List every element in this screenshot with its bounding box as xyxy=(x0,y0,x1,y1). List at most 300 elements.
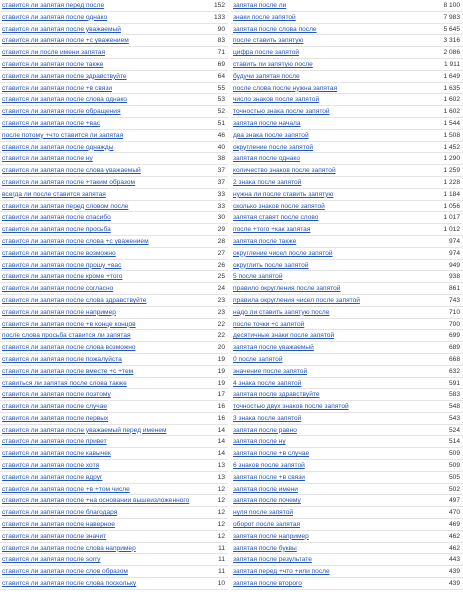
keyword-link[interactable]: надо ли ставить запятую после xyxy=(231,306,428,318)
table-row xyxy=(0,495,228,507)
keyword-count: 699 xyxy=(428,330,463,342)
keyword-link[interactable]: ставится ли запятая после поэтому xyxy=(0,389,197,401)
table-row xyxy=(0,259,228,271)
keyword-count: 13 xyxy=(197,471,228,483)
table-row xyxy=(0,176,228,188)
keyword-count: 12 xyxy=(197,519,228,531)
table-row xyxy=(231,330,463,342)
table-row xyxy=(0,424,228,436)
keyword-count: 710 xyxy=(428,306,463,318)
table-row xyxy=(0,106,228,118)
keyword-link[interactable]: ставится ли запятая после слова например xyxy=(0,542,197,554)
keyword-count: 439 xyxy=(428,566,463,578)
keyword-count: 668 xyxy=(428,353,463,365)
keyword-count: 1 056 xyxy=(428,200,463,212)
keyword-count: 14 xyxy=(197,424,228,436)
keyword-link[interactable]: запятая после начала xyxy=(231,117,428,129)
table-row xyxy=(231,471,463,483)
keyword-count: 20 xyxy=(197,342,228,354)
table-row xyxy=(231,342,463,354)
keyword-count: 19 xyxy=(197,353,228,365)
keyword-count: 12 xyxy=(197,530,228,542)
keyword-link[interactable]: запятая после ну xyxy=(231,436,428,448)
keyword-count: 17 xyxy=(197,389,228,401)
table-row xyxy=(0,353,228,365)
keyword-link[interactable]: ставится ли запятая после однако xyxy=(0,11,197,23)
keyword-count: 46 xyxy=(197,129,228,141)
table-row xyxy=(0,578,228,590)
keyword-count: 22 xyxy=(197,330,228,342)
keyword-count: 22 xyxy=(197,318,228,330)
table-row xyxy=(0,483,228,495)
table-row xyxy=(231,129,463,141)
keyword-link[interactable]: ставится ли запятая после уважаемый xyxy=(0,23,197,35)
table-row xyxy=(0,141,228,153)
keyword-count: 2 086 xyxy=(428,47,463,59)
keyword-link[interactable]: 3 знака после запятой xyxy=(231,412,428,424)
table-row xyxy=(0,412,228,424)
keyword-link[interactable]: ставится ли запятая после +на основании вышеизложенного xyxy=(0,495,197,507)
keyword-count: 470 xyxy=(428,507,463,519)
keyword-count: 37 xyxy=(197,176,228,188)
table-row xyxy=(231,507,463,519)
table-row xyxy=(231,165,463,177)
keyword-count: 1 017 xyxy=(428,212,463,224)
keyword-link[interactable]: ставится ли запятая перед словом после xyxy=(0,200,197,212)
keyword-count: 83 xyxy=(197,35,228,47)
keyword-count: 497 xyxy=(428,495,463,507)
table-row xyxy=(0,188,228,200)
keyword-link[interactable]: запятая после почему xyxy=(231,495,428,507)
table-row xyxy=(0,448,228,460)
keyword-link[interactable]: сколько знаков после запятой xyxy=(231,200,428,212)
keyword-count: 12 xyxy=(197,495,228,507)
keyword-link[interactable]: запятая после также xyxy=(231,235,428,247)
table-row xyxy=(231,566,463,578)
table-row xyxy=(231,224,463,236)
keyword-link[interactable]: ставится ли запятая перед после xyxy=(0,0,197,11)
keyword-link[interactable]: округление после запятой xyxy=(231,141,428,153)
keyword-link[interactable]: два знака после запятой xyxy=(231,129,428,141)
keyword-count: 591 xyxy=(428,377,463,389)
keyword-link[interactable]: десятичные знаки после запятой xyxy=(231,330,428,342)
keyword-link[interactable]: ставится ли запятая после слова однако xyxy=(0,94,197,106)
table-row xyxy=(0,507,228,519)
keyword-count: 12 xyxy=(197,483,228,495)
keyword-link[interactable]: запятая после +в случае xyxy=(231,448,428,460)
table-row xyxy=(231,11,463,23)
keyword-link[interactable]: запятая после равно xyxy=(231,424,428,436)
keyword-link[interactable]: после +того +как запятая xyxy=(231,224,428,236)
keyword-link[interactable]: округление чисел после запятой xyxy=(231,247,428,259)
keyword-count: 14 xyxy=(197,436,228,448)
table-row xyxy=(231,448,463,460)
table-row xyxy=(0,542,228,554)
keyword-count: 8 100 xyxy=(428,0,463,11)
keyword-link[interactable]: ставится ли запятая после +таким образом xyxy=(0,176,197,188)
keyword-count: 11 xyxy=(197,566,228,578)
table-row xyxy=(0,70,228,82)
table-row xyxy=(231,94,463,106)
table-row xyxy=(0,318,228,330)
keyword-count: 53 xyxy=(197,94,228,106)
table-row xyxy=(231,495,463,507)
keyword-count: 52 xyxy=(197,106,228,118)
keyword-link[interactable]: ставится ли запятая после +в конце концов xyxy=(0,318,197,330)
keyword-link[interactable]: запятая после +в связи xyxy=(231,471,428,483)
keyword-count: 439 xyxy=(428,578,463,590)
keyword-count: 462 xyxy=(428,530,463,542)
keyword-link[interactable]: ставится ли запятая после +в связи xyxy=(0,82,197,94)
keyword-count: 37 xyxy=(197,165,228,177)
keyword-link[interactable]: запятая после здравствуйте xyxy=(231,389,428,401)
left-keyword-table xyxy=(0,0,228,590)
keyword-link[interactable]: ставится ли запятая после слова поскольку xyxy=(0,578,197,590)
keyword-count: 69 xyxy=(197,58,228,70)
keyword-link[interactable]: ставится ли запятая после слова уважаемый xyxy=(0,165,197,177)
keyword-link[interactable]: округлить после запятой xyxy=(231,259,428,271)
keyword-count: 1 602 xyxy=(428,94,463,106)
keyword-count: 1 012 xyxy=(428,224,463,236)
keyword-link[interactable]: ставится ли запятая после пожалуйста xyxy=(0,353,197,365)
keyword-link[interactable]: 4 знака после запятой xyxy=(231,377,428,389)
table-row xyxy=(231,460,463,472)
keyword-count: 1 649 xyxy=(428,70,463,82)
table-row xyxy=(231,23,463,35)
keyword-link[interactable]: нужна ли после ставить запятую xyxy=(231,188,428,200)
keyword-count: 974 xyxy=(428,235,463,247)
table-row xyxy=(231,58,463,70)
keyword-count: 28 xyxy=(197,235,228,247)
keyword-link[interactable]: запятая после ли xyxy=(231,0,428,11)
keyword-link[interactable]: оборот после запятая xyxy=(231,519,428,531)
keyword-link[interactable]: ставится ли запятая после хотя xyxy=(0,460,197,472)
keyword-link[interactable]: запятая перед +что +или после xyxy=(231,566,428,578)
table-row xyxy=(231,176,463,188)
keyword-count: 11 xyxy=(197,542,228,554)
table-row xyxy=(0,11,228,23)
table-row xyxy=(231,412,463,424)
table-row xyxy=(0,82,228,94)
keyword-count: 543 xyxy=(428,412,463,424)
keyword-count: 51 xyxy=(197,117,228,129)
keyword-count: 24 xyxy=(197,283,228,295)
table-row xyxy=(231,82,463,94)
table-row xyxy=(0,306,228,318)
keyword-link[interactable]: точностью двух знаков после запятой xyxy=(231,401,428,413)
keyword-count: 90 xyxy=(197,23,228,35)
keyword-count: 55 xyxy=(197,82,228,94)
keyword-link[interactable]: после точки +с запятой xyxy=(231,318,428,330)
keyword-count: 40 xyxy=(197,141,228,153)
keyword-link[interactable]: запятая после второго xyxy=(231,578,428,590)
table-row xyxy=(231,153,463,165)
table-row xyxy=(0,330,228,342)
table-row xyxy=(0,129,228,141)
keyword-link[interactable]: ставится ли запятая после вдруг xyxy=(0,471,197,483)
keyword-link[interactable]: ставится ли после имени запятая xyxy=(0,47,197,59)
left-column xyxy=(0,0,228,590)
keyword-link[interactable]: 2 знака после запятой xyxy=(231,176,428,188)
keyword-link[interactable]: всегда ли после ставится запятая xyxy=(0,188,197,200)
table-row xyxy=(0,471,228,483)
keyword-count: 1 602 xyxy=(428,106,463,118)
keyword-link[interactable]: правило округления после запятой xyxy=(231,283,428,295)
table-row xyxy=(231,530,463,542)
keyword-link[interactable]: ставится ли запятая после первых xyxy=(0,412,197,424)
table-row xyxy=(0,377,228,389)
keyword-count: 71 xyxy=(197,47,228,59)
keyword-link[interactable]: ставится ли запятая после согласно xyxy=(0,283,197,295)
keyword-link[interactable]: ставится ли запятая после также xyxy=(0,58,197,70)
table-row xyxy=(0,212,228,224)
table-row xyxy=(0,401,228,413)
table-row xyxy=(231,306,463,318)
keyword-count: 23 xyxy=(197,294,228,306)
table-row xyxy=(231,542,463,554)
table-row xyxy=(231,235,463,247)
keyword-link[interactable]: запятая после буквы xyxy=(231,542,428,554)
table-row xyxy=(0,519,228,531)
keyword-count: 1 452 xyxy=(428,141,463,153)
keyword-link[interactable]: точностью знака после запятой xyxy=(231,106,428,118)
keyword-count: 1 508 xyxy=(428,129,463,141)
keyword-count: 152 xyxy=(197,0,228,11)
keyword-link[interactable]: ставится ли запятая после вместе +с +тем xyxy=(0,365,197,377)
keyword-count: 689 xyxy=(428,342,463,354)
keyword-count: 1 911 xyxy=(428,58,463,70)
keyword-count: 33 xyxy=(197,188,228,200)
table-row xyxy=(231,365,463,377)
table-row xyxy=(0,365,228,377)
table-row xyxy=(0,0,228,11)
keyword-link[interactable]: ставится ли запятая после например xyxy=(0,306,197,318)
keyword-link[interactable]: ставится ли запятая после обращения xyxy=(0,106,197,118)
keyword-link[interactable]: ставится ли запятая после благодаря xyxy=(0,507,197,519)
table-row xyxy=(0,47,228,59)
keyword-count: 974 xyxy=(428,247,463,259)
table-row xyxy=(231,294,463,306)
keyword-link[interactable]: ставится ли запятая после возможно xyxy=(0,247,197,259)
keyword-count: 1 290 xyxy=(428,153,463,165)
keyword-link[interactable]: после ставить запятую xyxy=(231,35,428,47)
table-row xyxy=(231,47,463,59)
keyword-count: 38 xyxy=(197,153,228,165)
keyword-count: 509 xyxy=(428,448,463,460)
keyword-count: 469 xyxy=(428,519,463,531)
table-row xyxy=(231,578,463,590)
keyword-count: 30 xyxy=(197,212,228,224)
right-keyword-table-body xyxy=(231,0,463,589)
keyword-count: 509 xyxy=(428,460,463,472)
keyword-count: 1 259 xyxy=(428,165,463,177)
keyword-link[interactable]: знаки после запятой xyxy=(231,11,428,23)
table-row xyxy=(231,188,463,200)
table-row xyxy=(231,424,463,436)
keyword-count: 443 xyxy=(428,554,463,566)
keyword-link[interactable]: запятая после результате xyxy=(231,554,428,566)
keyword-link[interactable]: значение после запятой xyxy=(231,365,428,377)
table-row xyxy=(231,117,463,129)
keyword-link[interactable]: будучи запятая после xyxy=(231,70,428,82)
keyword-count: 1 544 xyxy=(428,117,463,129)
table-row xyxy=(231,106,463,118)
keyword-count: 949 xyxy=(428,259,463,271)
keyword-link[interactable]: ставится ли запятая после значит xyxy=(0,530,197,542)
table-row xyxy=(0,460,228,472)
table-row xyxy=(231,247,463,259)
keyword-count: 583 xyxy=(428,389,463,401)
table-row xyxy=(231,554,463,566)
table-row xyxy=(231,377,463,389)
table-row xyxy=(0,342,228,354)
keyword-count: 64 xyxy=(197,70,228,82)
keyword-link[interactable]: ставиться ли запятая после слова также xyxy=(0,377,197,389)
table-row xyxy=(231,283,463,295)
keyword-count: 11 xyxy=(197,554,228,566)
keyword-link[interactable]: ставится ли запятая после случае xyxy=(0,401,197,413)
right-keyword-table xyxy=(231,0,463,590)
keyword-count: 861 xyxy=(428,283,463,295)
keyword-link[interactable]: 6 знаков после запятой xyxy=(231,460,428,472)
keyword-link[interactable]: ставится ли запятая после кроме +того xyxy=(0,271,197,283)
table-row xyxy=(0,23,228,35)
right-column xyxy=(231,0,463,590)
keyword-link[interactable]: ставится ли запятая после +в +том числе xyxy=(0,483,197,495)
keyword-link[interactable]: ставить ли запятую после xyxy=(231,58,428,70)
keyword-link[interactable]: ставится ли запятая после просьба xyxy=(0,224,197,236)
keyword-link[interactable]: ставится ли запятая после слова +с уважением xyxy=(0,235,197,247)
keyword-count: 5 645 xyxy=(428,23,463,35)
table-row xyxy=(0,153,228,165)
keyword-link[interactable]: ставится ли запятая после +вас xyxy=(0,117,197,129)
keyword-count: 33 xyxy=(197,200,228,212)
table-row xyxy=(231,519,463,531)
table-row xyxy=(231,318,463,330)
keyword-link[interactable]: ставится ли запятая после слов образом xyxy=(0,566,197,578)
keyword-count: 1 184 xyxy=(428,188,463,200)
table-row xyxy=(0,436,228,448)
keyword-count: 700 xyxy=(428,318,463,330)
keyword-link[interactable]: ставится ли запятая после слова возможно xyxy=(0,342,197,354)
table-row xyxy=(0,283,228,295)
table-row xyxy=(0,271,228,283)
table-row xyxy=(0,200,228,212)
keyword-count: 462 xyxy=(428,542,463,554)
table-row xyxy=(0,224,228,236)
table-row xyxy=(231,259,463,271)
keyword-count: 27 xyxy=(197,247,228,259)
keyword-count: 1 228 xyxy=(428,176,463,188)
keyword-link[interactable]: запятая после уважаемый xyxy=(231,342,428,354)
left-keyword-table-body xyxy=(0,0,228,589)
table-row xyxy=(0,58,228,70)
table-row xyxy=(231,389,463,401)
keyword-count: 3 316 xyxy=(428,35,463,47)
keyword-count: 19 xyxy=(197,377,228,389)
keyword-link[interactable]: ставится ли запятая после слова здравствуйте xyxy=(0,294,197,306)
table-row xyxy=(231,483,463,495)
keyword-link[interactable]: запятая ставят после слово xyxy=(231,212,428,224)
keyword-link[interactable]: ставится ли запятая после прошу +вас xyxy=(0,259,197,271)
keyword-link[interactable]: ставится ли запятая после наверное xyxy=(0,519,197,531)
keyword-link[interactable]: ставится ли запятая после уважаемый перед именем xyxy=(0,424,197,436)
keyword-link[interactable]: ставится ли запятая после кавычек xyxy=(0,448,197,460)
table-row xyxy=(0,554,228,566)
keyword-link[interactable]: 0 после запятой xyxy=(231,353,428,365)
keyword-count: 7 983 xyxy=(428,11,463,23)
keyword-count: 632 xyxy=(428,365,463,377)
table-row xyxy=(0,94,228,106)
table-row xyxy=(0,389,228,401)
keyword-link[interactable]: после потому +что ставится ли запятая xyxy=(0,129,197,141)
keyword-count: 19 xyxy=(197,365,228,377)
keyword-count: 16 xyxy=(197,401,228,413)
keyword-link[interactable]: правила округления чисел после запятой xyxy=(231,294,428,306)
keyword-link[interactable]: запятая после однако xyxy=(231,153,428,165)
keyword-count: 14 xyxy=(197,448,228,460)
keyword-count: 10 xyxy=(197,578,228,590)
table-row xyxy=(231,141,463,153)
keyword-link[interactable]: ставится ли запятая после +с уважением xyxy=(0,35,197,47)
table-row xyxy=(0,530,228,542)
table-row xyxy=(231,70,463,82)
keyword-count: 13 xyxy=(197,460,228,472)
keyword-count: 25 xyxy=(197,271,228,283)
table-row xyxy=(0,566,228,578)
table-row xyxy=(231,35,463,47)
keyword-link[interactable]: количество знаков после запятой xyxy=(231,165,428,177)
keyword-link[interactable]: запятая после имени xyxy=(231,483,428,495)
keyword-link[interactable]: число знаков после запятой xyxy=(231,94,428,106)
keyword-count: 524 xyxy=(428,424,463,436)
table-row xyxy=(231,401,463,413)
keyword-link[interactable]: ставится ли запятая после ну xyxy=(0,153,197,165)
keyword-link[interactable]: запятая после например xyxy=(231,530,428,542)
table-row xyxy=(0,247,228,259)
table-row xyxy=(0,165,228,177)
keyword-link[interactable]: 5 после запятой xyxy=(231,271,428,283)
table-row xyxy=(231,200,463,212)
keyword-link[interactable]: после слова просьба ставится ли запятая xyxy=(0,330,197,342)
table-row xyxy=(0,35,228,47)
table-row xyxy=(231,436,463,448)
keyword-count: 743 xyxy=(428,294,463,306)
keyword-link[interactable]: ставится ли запятая после однажды xyxy=(0,141,197,153)
keyword-link[interactable]: ставится ли запятая после sorry xyxy=(0,554,197,566)
keyword-count: 548 xyxy=(428,401,463,413)
keyword-count: 1 635 xyxy=(428,82,463,94)
table-row xyxy=(0,294,228,306)
keyword-link[interactable]: после слова после нужна запятая xyxy=(231,82,428,94)
keyword-link[interactable]: нуля после запятой xyxy=(231,507,428,519)
keyword-count: 502 xyxy=(428,483,463,495)
keyword-count: 514 xyxy=(428,436,463,448)
keyword-count: 133 xyxy=(197,11,228,23)
keyword-link[interactable]: ставится ли запятая после спасибо xyxy=(0,212,197,224)
keyword-count: 23 xyxy=(197,306,228,318)
keyword-count: 505 xyxy=(428,471,463,483)
table-row xyxy=(231,212,463,224)
keyword-link[interactable]: запятая после слова после xyxy=(231,23,428,35)
keyword-link[interactable]: ставится ли запятая после привет xyxy=(0,436,197,448)
keyword-link[interactable]: цифра после запятой xyxy=(231,47,428,59)
table-row xyxy=(231,353,463,365)
table-row xyxy=(0,235,228,247)
table-row xyxy=(0,117,228,129)
keyword-link[interactable]: ставится ли запятая после здравствуйте xyxy=(0,70,197,82)
keyword-count: 16 xyxy=(197,412,228,424)
